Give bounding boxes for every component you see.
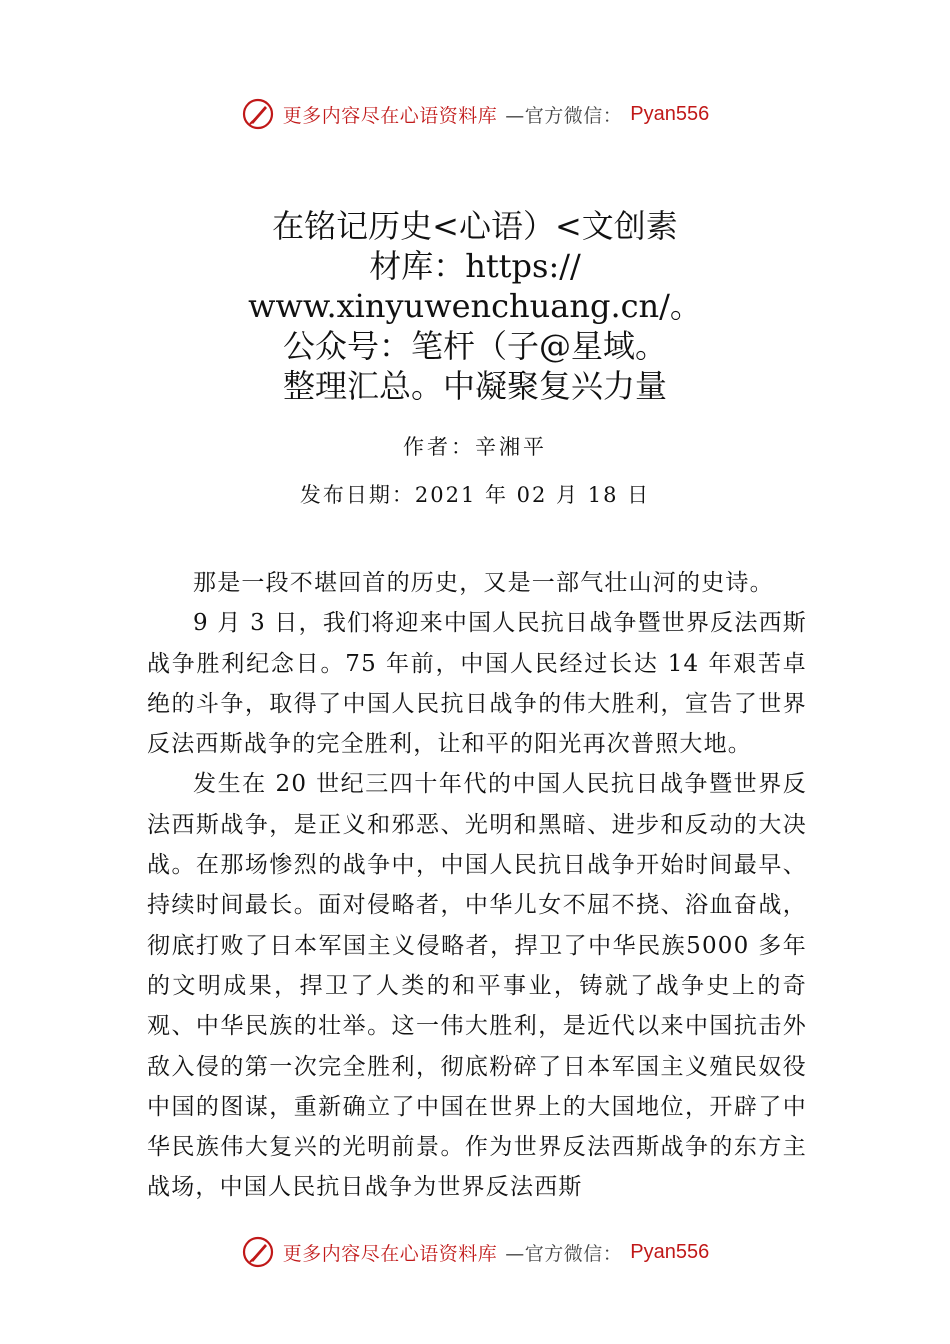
quill-logo-icon <box>241 1235 275 1269</box>
paragraph: 发生在 20 世纪三四十年代的中国人民抗日战争暨世界反法西斯战争，是正义和邪恶、光明和黑暗、进步和反动的大决战。在那场惨烈的战争中，中国人民抗日战争开始时间最早、持续时间最长。面对侵略者，中华儿女不屈不挠、浴血奋战，彻底打败了日本军国主义侵略者，捍卫了中华民族5000 多年的文明成果，捍卫了人类的和平事业，铸就了战争史上的奇观、中华民族的壮举。这一伟大胜利，是近代以来中国抗击外敌入侵的第一次完全胜利，彻底粉碎了日本军国主义殖民奴役中国的图谋，重新确立了中国在世界上的大国地位，开辟了中华民族伟大复兴的光明前景。作为世界反法西斯战争的东方主战场，中国人民抗日战争为世界反法西斯 <box>147 771 807 1201</box>
banner-wechat-label: —官方微信： <box>505 1242 623 1265</box>
author-line: 作者：辛湘平 <box>403 435 547 459</box>
banner-wechat-id: Pyan556 <box>630 1240 710 1263</box>
banner-text: 更多内容尽在心语资料库 <box>282 1242 498 1265</box>
title-line: 整理汇总。中凝聚复兴力量 <box>282 367 667 405</box>
article-body <box>147 563 807 1208</box>
quill-logo-icon <box>241 97 275 131</box>
banner-wechat-id: Pyan556 <box>630 102 710 125</box>
title-line: www.xinyuwenchuang.cn/。 <box>248 287 702 325</box>
footer-banner <box>0 1232 950 1272</box>
title-line: 公众号：笔杆（子@星域。 <box>282 327 667 365</box>
title-line: 材库：https:// <box>369 247 581 285</box>
banner-wechat-label: —官方微信： <box>505 104 623 127</box>
title-line: 在铭记历史<心语）<文创素 <box>272 207 678 245</box>
article-title <box>150 206 800 406</box>
paragraph: 那是一段不堪回首的历史，又是一部气壮山河的史诗。 <box>193 570 774 596</box>
publish-date: 发布日期：2021 年 02 月 18 日 <box>299 483 651 507</box>
paragraph: 9 月 3 日，我们将迎来中国人民抗日战争暨世界反法西斯战争胜利纪念日。75 年前，中国人民经过长达 14 年艰苦卓绝的斗争，取得了中国人民抗日战争的伟大胜利，宣告了世界反法西斯战争的完全胜利，让和平的阳光再次普照大地。 <box>147 610 807 758</box>
header-banner <box>0 94 950 134</box>
banner-text: 更多内容尽在心语资料库 <box>282 104 498 127</box>
